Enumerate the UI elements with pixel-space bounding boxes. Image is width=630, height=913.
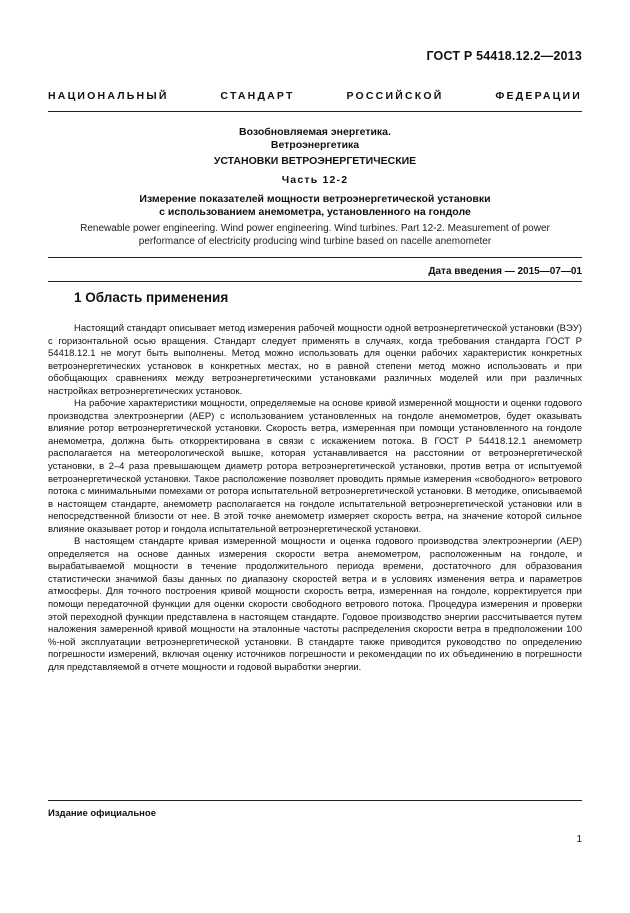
title-line-3: УСТАНОВКИ ВЕТРОЭНЕРГЕТИЧЕСКИЕ — [213, 155, 417, 167]
title-line-2: Ветроэнергетика — [270, 139, 360, 151]
english-title — [60, 223, 570, 248]
paragraph-1: Настоящий стандарт описывает метод измерения рабочей мощности одной ветроэнергетической установки (ВЭУ) с горизонтальной осью вращения. Стандарт следует применять в случаях, когда требования стандарта ГОСТ Р 54418.12.1 не могут быть выполнены. Метод можно использовать для оценки рабочих характеристик конкретных ветроэнергетических установок в конкретных местах, но в равной степени метод можно использовать и при обобщающих сравнениях между ветроэнергетическими установками различных моделей или при различных настройках ветроэнергетических установок. — [48, 323, 582, 397]
section-heading: 1 Область применения — [74, 290, 229, 305]
national-standard-banner: НАЦИОНАЛЬНЫЙ СТАНДАРТ РОССИЙСКОЙ ФЕДЕРАЦИИ — [48, 90, 582, 102]
subtitle-block — [60, 193, 570, 219]
title-part: Часть 12-2 — [281, 174, 349, 186]
divider-after-date — [48, 281, 582, 282]
introduction-date: Дата введения — 2015—07—01 — [428, 266, 582, 277]
title-line-1: Возобновляемая энергетика. — [239, 126, 391, 138]
paragraph-3: В настоящем стандарте кривая измеренной мощности и оценка годового производства электроэнергии (AEP) определяется на основе данных измерения скорости ветра анемометром, расположенным на гондоле, и вырабатываемой мощности в течение продолжительного периода времени, достаточного для образования статистически значимой базы данных по диапазону скоростей ветра и в условиях изменения ветра и параметров атмосферы. Для точного построения кривой мощности скорость ветра, измеренная на гондоле, корректируется при помощи передаточной функции для оценки скорости свободного ветрового потока. Процедура измерения и проверки этой переходной функции представлена в настоящем стандарте. Годовое производство энергии рассчитывается путем наложения замеренной кривой мощности на эталонные частоты распределения скорости ветра в предположении 100 %-ной эксплуатации ветроэнергетической установки. В стандарте также приводится руководство по определению погрешности измерений, включая оценку источников погрешности и рекомендации по их объединению в погрешности для представляемой в отчете мощности и годовой выработки энергии. — [48, 536, 582, 673]
page-number: 1 — [576, 834, 582, 845]
subtitle-line-2: с использованием анемометра, установленного на гондоле — [159, 206, 471, 218]
subtitle-line-1: Измерение показателей мощности ветроэнергетической установки — [139, 193, 491, 205]
footer-divider — [48, 800, 582, 801]
english-title-line-2: performance of electricity producing wind turbine based on nacelle anemometer — [138, 235, 492, 247]
title-block — [60, 126, 570, 152]
document-number: ГОСТ Р 54418.12.2—2013 — [426, 49, 582, 63]
section-body — [48, 323, 582, 674]
english-title-line-1: Renewable power engineering. Wind power engineering. Wind turbines. Part 12-2. Measurement of power — [80, 223, 550, 234]
divider-top — [48, 111, 582, 112]
paragraph-2: На рабочие характеристики мощности, определяемые на основе кривой измеренной мощности и оценки годового производства электроэнергии (AEP) с использованием установленных на гондоле анемометров, будет оказывать влияние ротор ветроэнергетической установки. Скорость ветра, измеренная при помощи установленного на гондоле анемометра, должна быть откорректирована в связи с искажением потока. В ГОСТ Р 54418.12.1 анемометр располагается на метеорологической вышке, которая устанавливается на расстоянии от ветроэнергетической установки, в 2–4 раза превышающем диаметр ротора ветроэнергетической установки, против ветра от испытуемой ветроэнергетической установки. Такое расположение позволяет проводить прямые измерения «свободного» ветрового потока с минимальными помехами от ротора испытательной ветроэнергетической установки. В методике, описываемой в настоящем стандарте, анемометр располагается на гондоле испытательной ветроэнергетической установки или в непосредственной близости от нее. В этой точке анемометр измеряет скорость ветра, на значение которой сильное влияние оказывает ротор и гондола испытательной ветроэнергетической установки. — [48, 398, 582, 535]
divider-after-title — [48, 257, 582, 258]
official-edition-label: Издание официальное — [48, 808, 156, 819]
